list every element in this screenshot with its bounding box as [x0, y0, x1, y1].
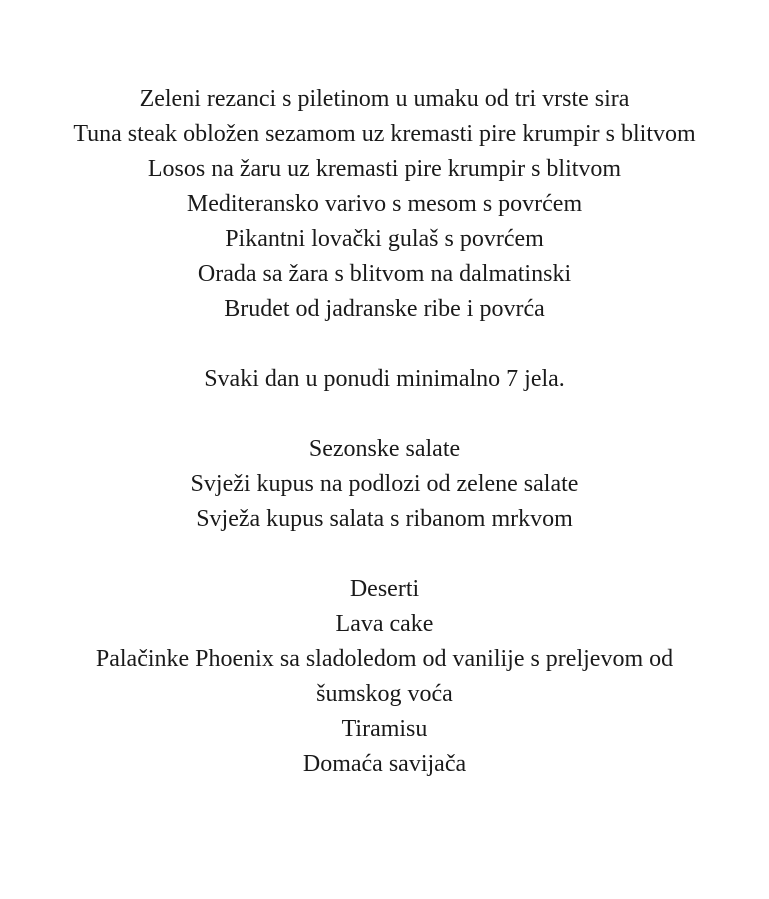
menu-line: Pikantni lovački gulaš s povrćem: [225, 226, 544, 252]
menu-section-daily-note: [59, 362, 711, 397]
menu-line: Palačinke Phoenix sa sladoledom od vanilije s preljevom od šumskog voća: [95, 646, 674, 707]
menu-section-main-dishes: [59, 82, 711, 327]
menu-line: Deserti: [349, 576, 420, 602]
menu-line: Sezonske salate: [308, 436, 461, 462]
menu-line: Lava cake: [335, 611, 434, 637]
menu-line: Svaki dan u ponudi minimalno 7 jela.: [204, 366, 565, 392]
menu-line: Tuna steak obložen sezamom uz kremasti pire krumpir s blitvom: [73, 121, 696, 147]
menu-line: Brudet od jadranske ribe i povrća: [224, 296, 545, 322]
menu-sections: [59, 82, 711, 899]
menu-line: Orada sa žara s blitvom na dalmatinski: [197, 261, 572, 287]
menu-section-seasonal-salads: [59, 432, 711, 537]
menu-line: Domaća savijača: [302, 751, 467, 777]
menu-line: Mediteransko varivo s mesom s povrćem: [186, 191, 583, 217]
menu-line: Svježi kupus na podlozi od zelene salate: [190, 471, 579, 497]
menu-line: Losos na žaru uz kremasti pire krumpir s blitvom: [147, 156, 622, 182]
menu-line: Tiramisu: [341, 716, 428, 742]
menu-section-desserts: [59, 572, 711, 782]
menu-line: Zeleni rezanci s piletinom u umaku od tri vrste sira: [139, 86, 630, 112]
menu-line: Svježa kupus salata s ribanom mrkvom: [196, 506, 573, 532]
